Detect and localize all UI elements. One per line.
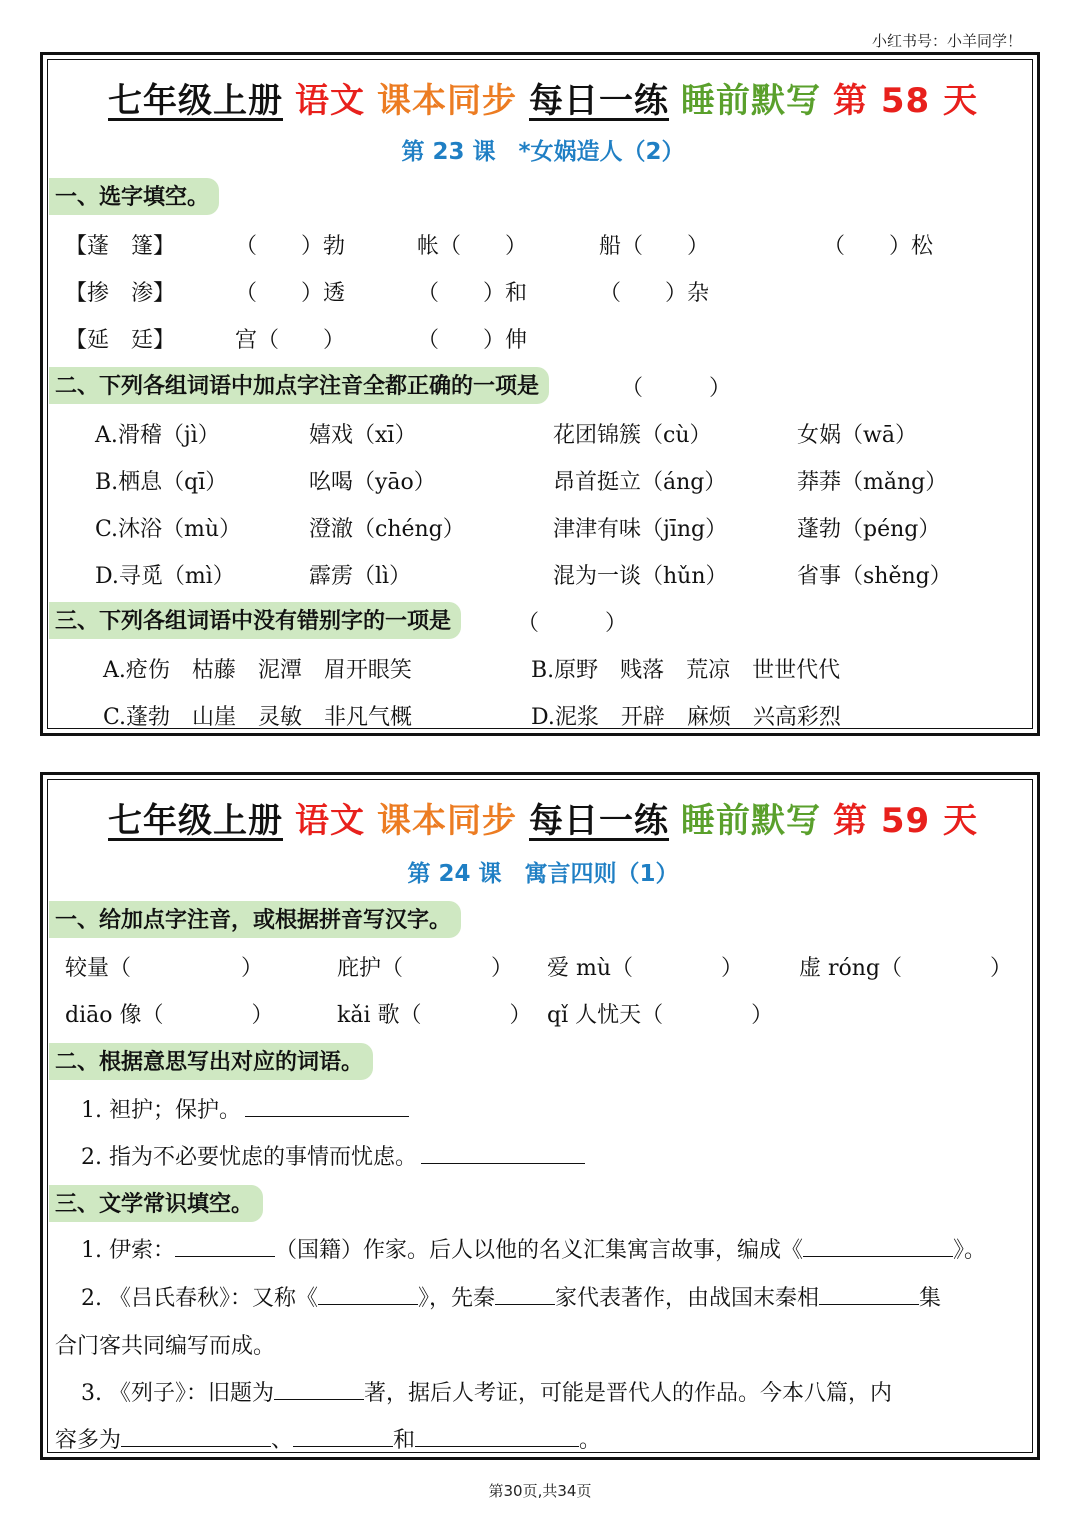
word-option: B.原野 贱落 荒凉 世世代代 xyxy=(531,658,841,683)
pinyin-item[interactable]: kǎi 歌（ ） xyxy=(337,1003,532,1028)
literature-line-3: 3. 《列子》：旧题为 著，据后人考证，可能是晋代人的作品。今本八篇，内 xyxy=(81,1381,892,1406)
option-a-3: 花团锦簇（cù） xyxy=(553,423,712,448)
section-heading: 一、选字填空。 xyxy=(49,178,219,215)
literature-line-2b: 合门客共同编写而成。 xyxy=(55,1334,276,1359)
header-note: 小红书号：小羊同学！ xyxy=(871,32,1022,50)
literature-line-2: 2. 《吕氏春秋》：又称《 》，先秦 家代表著作，由战国末秦相 集 xyxy=(81,1286,942,1311)
answer-line[interactable] xyxy=(803,1236,953,1257)
lesson-subtitle: 第 23 课 *女娲造人（2） xyxy=(401,139,685,165)
option-b-4: 莽莽（mǎng） xyxy=(797,470,948,495)
option-b-1: B.栖息（qī） xyxy=(95,470,228,495)
answer-blank[interactable]: （ ） xyxy=(621,376,732,401)
fill-item[interactable]: （ ）勃 xyxy=(235,234,346,259)
pinyin-item[interactable]: diāo 像（ ） xyxy=(65,1003,274,1028)
answer-line[interactable] xyxy=(415,1426,579,1447)
fill-item[interactable]: 船（ ） xyxy=(599,234,710,259)
option-a-2: 嬉戏（xī） xyxy=(309,423,417,448)
choice-group: 【蓬 篷】 xyxy=(65,234,176,259)
fill-item[interactable]: 宫（ ） xyxy=(235,328,346,353)
option-c-2: 澄澈（chéng） xyxy=(309,517,465,542)
option-d-3: 混为一谈（hǔn） xyxy=(553,564,728,589)
answer-line[interactable] xyxy=(495,1284,555,1305)
section-heading: 二、根据意思写出对应的词语。 xyxy=(49,1043,373,1080)
fill-item[interactable]: 帐（ ） xyxy=(417,234,528,259)
meaning-item: 2. 指为不必要忧虑的事情而忧虑。 xyxy=(81,1140,585,1171)
option-a-1: A.滑稽（jì） xyxy=(95,423,220,448)
literature-line-3b: 容多为 、 和 。 xyxy=(55,1428,602,1453)
answer-line[interactable] xyxy=(274,1379,364,1400)
option-b-3: 昂首挺立（áng） xyxy=(553,470,727,495)
section-heading: 三、下列各组词语中没有错别字的一项是 xyxy=(49,602,461,639)
option-a-4: 女娲（wā） xyxy=(797,423,917,448)
answer-line[interactable] xyxy=(293,1426,393,1447)
card-title: 七年级上册 语文 课本同步 每日一练 睡前默写 第 58 天 xyxy=(108,81,978,121)
page-footer: 第30页,共34页 xyxy=(488,1482,592,1500)
choice-group: 【掺 渗】 xyxy=(65,281,176,306)
fill-item[interactable]: （ ）伸 xyxy=(417,328,528,353)
answer-blank[interactable]: （ ） xyxy=(517,611,628,636)
pinyin-item[interactable]: 庇护（ ） xyxy=(337,956,514,981)
word-option: A.疮伤 枯藤 泥潭 眉开眼笑 xyxy=(103,658,412,683)
option-d-1: D.寻觅（mì） xyxy=(95,564,235,589)
pinyin-item[interactable]: qǐ 人忧天（ ） xyxy=(547,1003,774,1028)
option-c-3: 津津有味（jīng） xyxy=(553,517,728,542)
answer-line[interactable] xyxy=(245,1096,409,1117)
option-d-4: 省事（shěng） xyxy=(797,564,952,589)
pinyin-item[interactable]: 爱 mù（ ） xyxy=(547,956,744,981)
exercise-card-day-59 xyxy=(40,772,1040,1460)
section-heading: 二、下列各组词语中加点字注音全都正确的一项是 xyxy=(49,367,549,404)
answer-line[interactable] xyxy=(819,1284,919,1305)
fill-item[interactable]: （ ）松 xyxy=(823,234,934,259)
exercise-card-day-58 xyxy=(40,52,1040,736)
pinyin-item[interactable]: 较量（ ） xyxy=(65,956,264,981)
answer-line[interactable] xyxy=(175,1236,275,1257)
answer-line[interactable] xyxy=(318,1284,418,1305)
section-heading: 三、文学常识填空。 xyxy=(49,1185,263,1222)
choice-group: 【延 廷】 xyxy=(65,328,176,353)
fill-item[interactable]: （ ）杂 xyxy=(599,281,710,306)
fill-item[interactable]: （ ）和 xyxy=(417,281,528,306)
answer-line[interactable] xyxy=(421,1143,585,1164)
option-d-2: 霹雳（lì） xyxy=(309,564,412,589)
option-c-4: 蓬勃（péng） xyxy=(797,517,941,542)
answer-line[interactable] xyxy=(121,1426,271,1447)
option-c-1: C.沐浴（mù） xyxy=(95,517,242,542)
lesson-subtitle: 第 24 课 寓言四则（1） xyxy=(407,861,679,887)
fill-item[interactable]: （ ）透 xyxy=(235,281,346,306)
word-option: D.泥浆 开辟 麻烦 兴高彩烈 xyxy=(531,705,841,730)
word-option: C.蓬勃 山崖 灵敏 非凡气概 xyxy=(103,705,413,730)
meaning-item: 1. 袒护；保护。 xyxy=(81,1093,409,1124)
literature-line-1: 1. 伊索： （国籍）作家。后人以他的名义汇集寓言故事，编成《 》。 xyxy=(81,1238,987,1263)
card-title: 七年级上册 语文 课本同步 每日一练 睡前默写 第 59 天 xyxy=(108,801,978,841)
section-heading: 一、给加点字注音，或根据拼音写汉字。 xyxy=(49,901,461,938)
pinyin-item[interactable]: 虚 róng（ ） xyxy=(799,956,1013,981)
option-b-2: 吆喝（yāo） xyxy=(309,470,436,495)
